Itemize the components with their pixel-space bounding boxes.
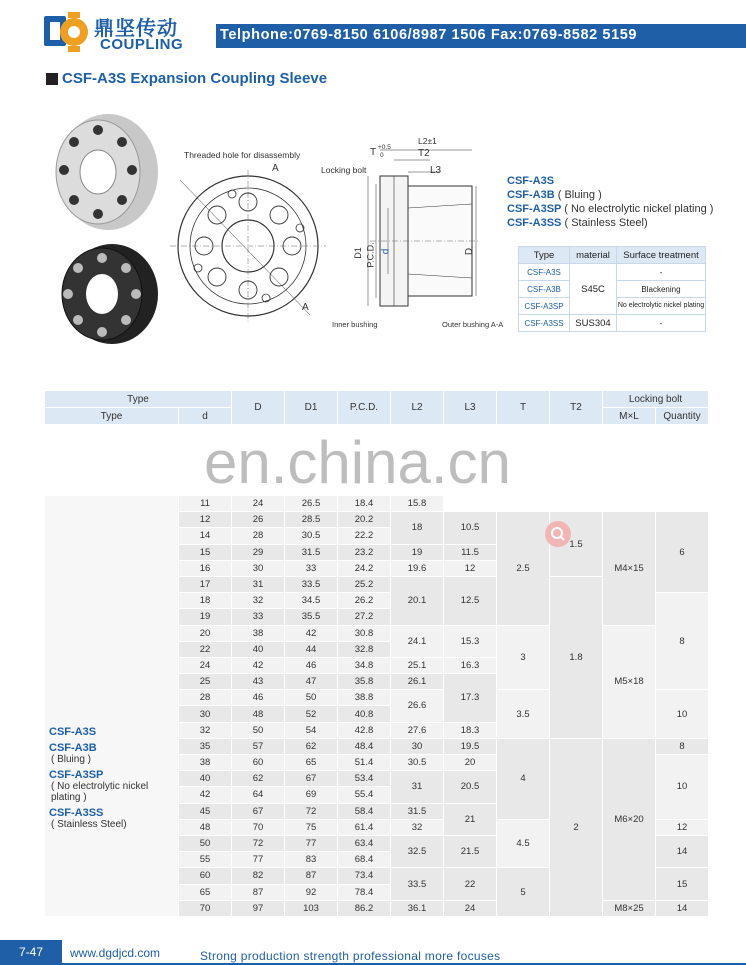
cell-d1: 50 (285, 690, 338, 706)
type-label: CSF-A3B (49, 741, 97, 754)
cell-d: 50 (232, 722, 285, 738)
cell-pcd: 58.4 (338, 803, 391, 819)
cell-d: 19 (179, 609, 232, 625)
type-labels-cell (45, 496, 179, 917)
cell-d: 38 (179, 755, 232, 771)
cell-d1: 69 (285, 787, 338, 803)
cell-pcd: 22.2 (338, 528, 391, 544)
cell-d: 28 (179, 690, 232, 706)
cell-l3: 21 (444, 803, 497, 835)
cell-t2 (550, 496, 603, 512)
cell-l3: 17.3 (444, 674, 497, 723)
dim-l3-label: L3 (430, 165, 442, 176)
cell-d: 32 (232, 593, 285, 609)
spec-header-row-1 (45, 391, 709, 408)
cell-d: 11 (179, 496, 232, 512)
cell-l2: 27.6 (391, 722, 444, 738)
header-D1: D1 (285, 391, 338, 425)
cell-d: 40 (232, 641, 285, 657)
cell-qty: 8 (656, 738, 709, 754)
cell-pcd: 42.8 (338, 722, 391, 738)
cell-d1: 35.5 (285, 609, 338, 625)
cell-qty: 12 (656, 819, 709, 835)
cell-l3: 19.5 (444, 738, 497, 754)
cell-l3: 22 (444, 868, 497, 900)
cell-pcd: 30.8 (338, 625, 391, 641)
cell-l2: 33.5 (391, 868, 444, 900)
cell-l2: 19 (391, 544, 444, 560)
cell-d: 25 (179, 674, 232, 690)
cell-pcd: 55.4 (338, 787, 391, 803)
cell-d: 50 (179, 835, 232, 851)
header-type-group: Type (45, 391, 232, 408)
cell-qty: 10 (656, 690, 709, 739)
cell-d: 17 (179, 576, 232, 592)
cell-t2: 1.8 (550, 576, 603, 738)
cell-d1: 31.5 (285, 544, 338, 560)
cell-d1: 42 (285, 625, 338, 641)
cell-qty (656, 496, 709, 512)
website-link[interactable]: www.dgdjcd.com (70, 946, 161, 960)
type-item-csf-a3s: CSF-A3S (507, 175, 555, 187)
cell-d: 45 (179, 803, 232, 819)
cell-d: 12 (179, 512, 232, 528)
cell-qty: 14 (656, 835, 709, 867)
cell-l2: 24.1 (391, 625, 444, 657)
cell-d: 82 (232, 868, 285, 884)
cell-l2: 18 (391, 512, 444, 544)
cell-l3: 12.5 (444, 576, 497, 625)
cell-pcd: 38.8 (338, 690, 391, 706)
cell-d1: 62 (285, 738, 338, 754)
cell-pcd: 86.2 (338, 900, 391, 916)
footer-slogan: Strong production strength professional more focuses (200, 949, 501, 963)
cell-d: 60 (179, 868, 232, 884)
type-item-csf-a3b: CSF-A3B ( Bluing ) (507, 189, 602, 201)
cell-mxl: M4×15 (603, 512, 656, 625)
cell-d: 35 (179, 738, 232, 754)
header-l3: L3 (444, 391, 497, 425)
cell-d1: 52 (285, 706, 338, 722)
header-type: Type (45, 408, 179, 425)
cell-d: 87 (232, 884, 285, 900)
cell-l2: 30.5 (391, 755, 444, 771)
cell-qty: 15 (656, 868, 709, 900)
cell-d1: 75 (285, 819, 338, 835)
outer-bushing-label: Outer bushing A-A (442, 320, 504, 329)
cell-pcd: 53.4 (338, 771, 391, 787)
material-header-surface: Surface treatment (617, 247, 706, 264)
header-mxl: M×L (603, 408, 656, 425)
cell-d: 48 (232, 706, 285, 722)
cell-mxl (603, 496, 656, 512)
table-row: CSF-A3B Blackening (519, 281, 706, 298)
cell-d: 48 (179, 819, 232, 835)
cell-d: 42 (232, 657, 285, 673)
type-note: ( No electrolytic nickel plating ) (51, 780, 149, 803)
cell-pcd: 40.8 (338, 706, 391, 722)
cell-d1: 33.5 (285, 576, 338, 592)
cell-d1: 46 (285, 657, 338, 673)
cell-d1: 67 (285, 771, 338, 787)
cell-d: 28 (232, 528, 285, 544)
cell-l2: 31.5 (391, 803, 444, 819)
cell-t: 4.5 (497, 819, 550, 868)
header-l2: L2 (391, 391, 444, 425)
material-header-material: material (570, 247, 617, 264)
cell-d: 64 (232, 787, 285, 803)
cell-d: 65 (179, 884, 232, 900)
type-label: CSF-A3SS (49, 806, 104, 819)
cell-d1: 92 (285, 884, 338, 900)
cell-d1: 83 (285, 852, 338, 868)
cell-d: 32 (179, 722, 232, 738)
cell-d: 24 (179, 657, 232, 673)
dim-t2-label: T2 (418, 148, 430, 159)
cell-pcd: 24.2 (338, 560, 391, 576)
cell-l3: 20.5 (444, 771, 497, 803)
cell-d: 15 (179, 544, 232, 560)
table-row (45, 496, 709, 512)
cell-d: 70 (179, 900, 232, 916)
cell-t: 3 (497, 625, 550, 690)
cell-d: 97 (232, 900, 285, 916)
cell-l2: 15.8 (391, 496, 444, 512)
cell-l2: 36.1 (391, 900, 444, 916)
cell-t2: 2 (550, 738, 603, 916)
table-row: CSF-A3SP No electrolytic nickel plating (519, 298, 706, 315)
cell-d: 26 (232, 512, 285, 528)
logo-chinese-text: 鼎坚传动 (94, 16, 178, 40)
cell-l3: 10.5 (444, 512, 497, 544)
cell-l2: 20.1 (391, 576, 444, 625)
cell-l3 (444, 496, 497, 512)
header-D: D (232, 391, 285, 425)
type-item-csf-a3ss: CSF-A3SS ( Stainless Steel) (507, 217, 648, 229)
cell-d: 18 (179, 593, 232, 609)
cell-pcd: 51.4 (338, 755, 391, 771)
type-note: ( Stainless Steel) (51, 818, 127, 830)
cell-d1: 47 (285, 674, 338, 690)
header-locking-bolt: Locking bolt (603, 391, 709, 408)
cell-d: 55 (179, 852, 232, 868)
type-label: CSF-A3SP (49, 768, 104, 781)
cell-pcd: 25.2 (338, 576, 391, 592)
cell-d1: 26.5 (285, 496, 338, 512)
cell-d1: 30.5 (285, 528, 338, 544)
cell-d: 40 (179, 771, 232, 787)
type-note: ( Bluing ) (51, 753, 92, 765)
company-logo-icon (42, 12, 94, 52)
material-header-type: Type (519, 247, 570, 264)
header-t2: T2 (550, 391, 603, 425)
cell-d1: 28.5 (285, 512, 338, 528)
cell-pcd: 18.4 (338, 496, 391, 512)
locking-bolt-label: Locking bolt (321, 165, 367, 175)
cell-d: 30 (179, 706, 232, 722)
material-table-header (519, 247, 706, 264)
cell-l2: 26.1 (391, 674, 444, 690)
contact-bar (216, 24, 746, 48)
cell-d: 20 (179, 625, 232, 641)
cell-d: 33 (232, 609, 285, 625)
cell-d: 38 (232, 625, 285, 641)
cell-d1: 87 (285, 868, 338, 884)
cell-d: 70 (232, 819, 285, 835)
cell-d1: 33 (285, 560, 338, 576)
cell-mxl: M8×25 (603, 900, 656, 916)
cell-pcd: 23.2 (338, 544, 391, 560)
cell-l3: 12 (444, 560, 497, 576)
page-title: CSF-A3S Expansion Coupling Sleeve (62, 70, 328, 87)
cell-t: 4 (497, 738, 550, 819)
page-number: 7-47 (0, 940, 62, 965)
table-row: CSF-A3S S45C - (519, 264, 706, 281)
threaded-hole-label: Threaded hole for disassembly (184, 150, 301, 160)
cell-d: 31 (232, 576, 285, 592)
cell-d: 72 (232, 835, 285, 851)
cell-d: 22 (179, 641, 232, 657)
cell-d: 14 (179, 528, 232, 544)
cell-qty: 10 (656, 755, 709, 820)
cell-qty: 6 (656, 512, 709, 593)
cell-mxl: M6×20 (603, 738, 656, 900)
logo-english-text: COUPLING (100, 36, 184, 53)
cell-d: 29 (232, 544, 285, 560)
cell-pcd: 68.4 (338, 852, 391, 868)
cell-l3: 15.3 (444, 625, 497, 657)
cell-qty: 8 (656, 593, 709, 690)
cell-d: 77 (232, 852, 285, 868)
cell-pcd: 34.8 (338, 657, 391, 673)
cell-l2: 25.1 (391, 657, 444, 673)
cell-pcd: 26.2 (338, 593, 391, 609)
cell-pcd: 63.4 (338, 835, 391, 851)
header-t: T (497, 391, 550, 425)
dim-d1-label: D1 (352, 247, 363, 259)
side-section-drawing (350, 140, 490, 340)
product-photo-black (52, 240, 162, 348)
table-row: CSF-A3SS SUS304 - (519, 315, 706, 332)
cell-d: 67 (232, 803, 285, 819)
cell-d1: 44 (285, 641, 338, 657)
cell-pcd: 73.4 (338, 868, 391, 884)
cell-l2: 32.5 (391, 835, 444, 867)
cell-pcd: 61.4 (338, 819, 391, 835)
cell-l3: 16.3 (444, 657, 497, 673)
dim-d-small-label: d (380, 248, 392, 255)
cell-d: 46 (232, 690, 285, 706)
dim-t-label: T (370, 147, 377, 158)
type-label: CSF-A3S (49, 725, 97, 738)
cell-l3: 21.5 (444, 835, 497, 867)
cell-t2: 1.5 (550, 512, 603, 577)
cell-d: 57 (232, 738, 285, 754)
contact-text: Telphone:0769-8150 6106/8987 1506 Fax:0769-8582 5159 (220, 27, 638, 43)
header-pcd: P.C.D. (338, 391, 391, 425)
cell-l2: 32 (391, 819, 444, 835)
cell-t: 3.5 (497, 690, 550, 739)
cell-l3: 18.3 (444, 722, 497, 738)
cell-l3: 11.5 (444, 544, 497, 560)
search-icon[interactable] (545, 521, 571, 547)
material-table (518, 246, 706, 332)
cell-pcd: 27.2 (338, 609, 391, 625)
cell-d1: 34.5 (285, 593, 338, 609)
cell-d1: 54 (285, 722, 338, 738)
cell-qty: 14 (656, 900, 709, 916)
dim-t-tol-lower-label: 0 (380, 152, 384, 159)
cell-pcd: 32.8 (338, 641, 391, 657)
cell-d: 42 (179, 787, 232, 803)
cell-d: 30 (232, 560, 285, 576)
product-photo-silver (52, 108, 162, 236)
cell-d: 24 (232, 496, 285, 512)
title-marker (46, 73, 58, 85)
cell-d: 16 (179, 560, 232, 576)
cell-d: 62 (232, 771, 285, 787)
cell-l3: 20 (444, 755, 497, 771)
cell-d: 43 (232, 674, 285, 690)
cell-l3: 24 (444, 900, 497, 916)
cell-mxl: M5×18 (603, 625, 656, 738)
header-d: d (179, 408, 232, 425)
cell-pcd: 20.2 (338, 512, 391, 528)
inner-bushing-label: Inner bushing (332, 320, 378, 329)
cell-pcd: 48.4 (338, 738, 391, 754)
cell-d1: 103 (285, 900, 338, 916)
cell-t: 5 (497, 868, 550, 917)
section-a-label-bottom: A (302, 302, 309, 313)
cell-l2: 26.6 (391, 690, 444, 722)
dim-pcd-label: P.C.D. (365, 242, 376, 268)
cell-d1: 72 (285, 803, 338, 819)
dim-l2-label: L2±1 (418, 136, 437, 146)
cell-l2: 31 (391, 771, 444, 803)
cell-d: 60 (232, 755, 285, 771)
dim-t-tol-label: +0.5 (378, 144, 391, 151)
section-a-label-top: A (272, 163, 279, 174)
cell-l2: 30 (391, 738, 444, 754)
type-item-csf-a3sp: CSF-A3SP ( No electrolytic nickel plating ) (507, 203, 714, 215)
header-quantity: Quantity (656, 408, 709, 425)
cell-t: 2.5 (497, 512, 550, 625)
cell-d1: 77 (285, 835, 338, 851)
cell-pcd: 78.4 (338, 884, 391, 900)
dim-d-big-label: D (464, 247, 476, 256)
cell-l2: 19.6 (391, 560, 444, 576)
cell-t (497, 496, 550, 512)
cell-pcd: 35.8 (338, 674, 391, 690)
watermark-text: en.china.cn (204, 429, 511, 496)
cell-d1: 65 (285, 755, 338, 771)
